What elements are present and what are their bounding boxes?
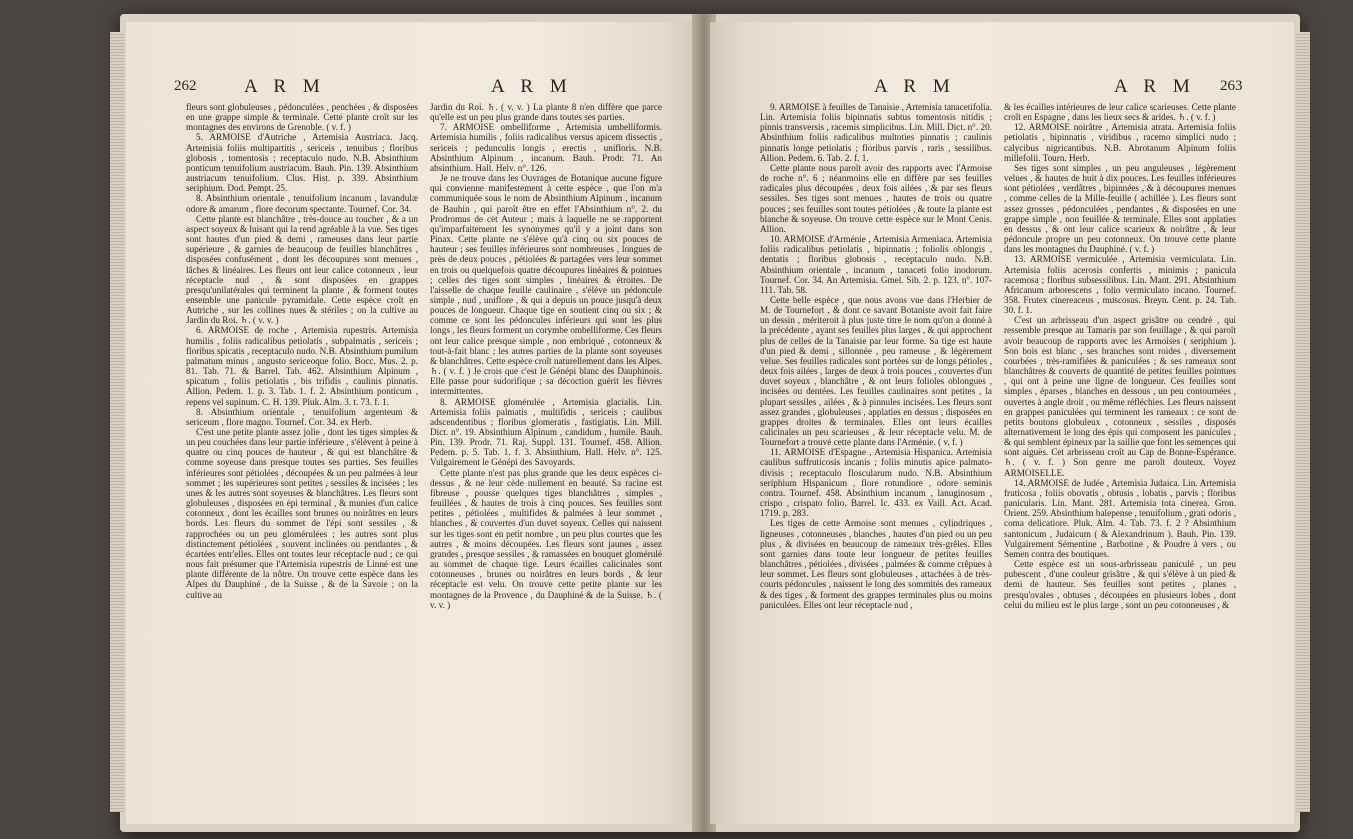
paragraph: fleurs sont globuleuses , pédonculées , penchées , & disposées en une grappe simple & terminale. Cette plante croît sur les montagnes des environs de Grenoble. ( v. f. ) — [186, 102, 418, 133]
left-page-column-2 — [430, 102, 662, 610]
paragraph: 13. ARMOISE vermiculée , Artemisia vermiculata. Lin. Artemisia foliis acerosis confertis , minimis ; panicula racemosa ; floribus subsessilibus. Lin. Mant. 291. Absinthium Africanum arborescens , folio vermiculato incano. Tournef. 358. Frutex cinereaceus , muscosus. Breyn. Cent. p. 24. Tab. 30. f. 1. — [1004, 254, 1236, 316]
paragraph: 8. Absinthium orientale , tenuifolium argenteum & sericeum , flore magno. Tournef. Cor. 34. ex Herb. — [186, 406, 418, 427]
right-page-column-2 — [1004, 102, 1236, 610]
paragraph: 14. ARMOISE de Judée , Artemisia Judaica. Lin. Artemisia fruticosa , foliis obovatis , obtusis , lobatis , parvis ; floribus panicularis. Lin. Mant. 281. Artemisia tota cinerea. Gron. Orient. 259. Absinthium balepense , tenuifolium , grati odoris , coma delicatiore. Pluk. Alm. 4. Tab. 73. f. 2 ? Absinthium santonicum , Judaicum ( & Alexandrinum ). Bauh. Pin. 139. Vulgairement Sémentine , Barbotine , & Poudre à vers , ou Semen contra des boutiques. — [1004, 477, 1236, 559]
paragraph: 8. ARMOISE glomérulée , Artemisia glacialis. Lin. Artemisia foliis palmatis , multifidis , sericeis ; caulibus adscendentibus ; floribus glomeratis , fastigiatis. Lin. Mill. Dict. n°. 19. Absinthium Alpinum , candidum , humile. Bauh. Pin. 139. Prodr. 71. Raj. Suppl. 131. Tournef. 458. Allion. Pedem. p. 5. Tab. 1. f. 3. Absinthium. Hall. Helv. n°. 125. Vulgairement le Génépi des Savoyards. — [430, 396, 662, 468]
paragraph: 8. Absinthium orientale , tenuifolium incanum , lavandulæ odore & amarum , flore decorum spectante. Tournef. Cor. 34. — [186, 193, 418, 214]
paragraph: Cette plante n'est pas plus grande que les deux espèces ci-dessus , & ne leur cède nullement en beauté. Sa racine est fibreuse , pousse quelques tiges blanchâtres , simples , feuillées , & hautes de trois à cinq pouces. Ses feuilles sont petites , pétiolées , multifides & palmées à leur sommet , blanches , & couvertes d'un duvet soyeux. Celles qui naissent sur les tiges sont en petit nombre , un peu plus courtes que les autres , & moins découpées. Les fleurs sont jaunes , assez grandes , presque sessiles , & ramassées en bouquet glomérulé au sommet de chaque tige. Leurs écailles calicinales sont cotonneuses , brunes ou noirâtres en leurs bords , & leur réceptacle est velu. On trouve cette petite plante sur les montagnes de la Provence , du Dauphiné & de la Suisse. ♄. ( v. v. ) — [430, 467, 662, 610]
paragraph: Cette belle espèce , que nous avons vue dans l'Herbier de M. de Tournefort , & dont ce savant Botaniste avoit fait faire un dessin , mériteroit à plus juste titre le nom qu'on a donné à la précédente , ayant ses feuilles plus larges , & qui approchent plus de celles de la Tanaisie par leur forme. Sa tige est haute d'un pied & demi , sillonnée , peu rameuse , & légèrement velue. Ses feuilles radicales sont portées sur de longs pétioles , deux fois ailées , larges de deux à trois pouces , couvertes d'un duvet soyeux , blanchâtre , & ont leurs folioles oblongues , incisées ou dentées. Les feuilles caulinaires sont petites , la plupart sessiles , ailées , & à pinnules incisées. Les fleurs sont assez grandes , globuleuses , applaties en dessus , disposées en grappes droites & terminales. Elles ont leurs écailles calicinales un peu scarieuses , & leur réceptacle velu. M. de Tournefort a trouvé cette plante dans l'Arménie. ( v. f. ) — [760, 294, 992, 448]
left-running-head-1: A R M — [244, 76, 326, 97]
left-page-number: 262 — [174, 78, 197, 94]
paragraph: C'est une petite plante assez jolie , dont les tiges simples & un peu couchées dans leur partie inférieure , s'élèvent à peine à quatre ou cinq pouces de hauteur , & qui est blanchâtre & comme soyeuse dans presque toutes ses parties. Ses feuilles inférieures sont pétiolées , découpées & un peu palmées à leur sommet ; les supérieures sont petites , sessiles & incisées ; les unes & les autres sont soyeuses & blanchâtres. Les fleurs sont globuleuses , disposées en épi terminal , & munies d'un calice cotonneux , dont les écailles sont brunes ou noirâtres en leurs bords. Les fleurs du sommet de l'épi sont sessiles , & rapprochées ou un peu glomérulées ; les autres sont plus distinctement pétiolées , souvent inclinées ou pendantes , & écartées entr'elles. Elles ont toutes leur réceptacle nud ; ce qui nous fait présumer que l'Artemisia rupestris de Linné est une plante différente de la nôtre. On trouve cette espèce dans les Alpes du Dauphiné , de la Suisse , & de la Savoie ; on la cultive au — [186, 427, 418, 600]
paragraph: 10. ARMOISE d'Arménie , Artemisia Armeniaca. Artemisia foliis radicalibus petiolatis , bipinnatis ; foliolis oblongis , dentatis ; floribus globosis , receptaculo nudo. N.B. Absinthium orientale , incanum , tanaceti folio inodorum. Tournef. Cor. 34. An Artemisia. Gmel. Sib. 2. p. 123. n°. 107-111. Tab. 58. — [760, 234, 992, 295]
paragraph: 11. ARMOISE d'Espagne , Artemisia Hispanica. Artemisia caulibus suffruticosis incanis ; foliis minutis apice palmato-divisis ; receptaculo floscularum nudo. N.B. Absinthium seriphium Hispanicum , flore rotundiore , odore seminis contra. Tournef. 458. Absinthium incanum , lanuginosum , crispo , crispato folio. Barrel. Ic. 433. ex Vaill. Act. Acad. 1719. p. 283. — [760, 447, 992, 519]
paragraph: Je ne trouve dans les Ouvrages de Botanique aucune figure qui convienne manifestement à cette espèce , que l'on m'a communiquée sous le nom de Absinthium Alpinum , incanum de Bauhin , qui paroît être en effet l'Absinthium n°. 2. du Prodromus de cet Auteur ; mais à laquelle ne se rapportent qu'imparfaitement les synonymes qu'il y a joint dans son Pinax. Cette plante ne s'élève qu'à cinq ou six pouces de hauteur ; ses feuilles inférieures sont nombreuses , longues de près de deux pouces , pétiolées & partagées vers leur sommet en trois ou quelquefois quatre découpures linéaires & pointues ; celles des tiges sont simples , linéaires & étroites. De l'aisselle de chaque feuille caulinaire , s'élève un pédoncule simple , nud , uniflore , & qui a depuis un pouce jusqu'à deux pouces de longueur. Chaque tige en soutient cinq ou six ; & comme ce sont les pédoncules inférieurs qui sont les plus longs , les fleurs forment un corymbe ombelliforme. Ces fleurs ont leur calice presque simple , non embriqué , cotonneux & tout-à-fait blanc ; les autres parties de la plante sont soyeuses & blanchâtres. Cette espèce croît naturellement dans les Alpes. ♄. ( v. f. ) Je crois que c'est le Génépi blanc des Dauphinois. Elle passe pour sudorifique ; sa décoction guérit les fièvres intermittentes. — [430, 173, 662, 397]
right-running-head-2: A R M — [1114, 76, 1196, 97]
paragraph: Jardin du Roi. ♄. ( v. v. ) La plante 8 n'en diffère que parce qu'elle est un peu plus grande dans toutes ses parties. — [430, 102, 662, 123]
paragraph: & les écailles intérieures de leur calice scarieuses. Cette plante croît en Espagne , dans les lieux secs & arides. ♄. ( v. f. ) — [1004, 102, 1236, 123]
paragraph: Cette espèce est un sous-arbrisseau paniculé , un peu pubescent , d'une couleur grisâtre , & qui s'élève à un pied & demi de hauteur. Ses feuilles sont petites , planes , presqu'ovales , obtuses , découpées en plusieurs lobes , dont celui du milieu est le plus large , sont un peu cotonneuses , & — [1004, 559, 1236, 610]
paragraph: 7. ARMOISE ombelliforme , Artemisia umbelliformis. Artemisia humilis , foliis radicalibus versus apicem dissectis , sericeis ; pedunculis longis , erectis , unifloris. N.B. Absinthium Alpinum , incanum. Bauh. Prodr. 71. An absinthium. Hall. Helv. n°. 126. — [430, 122, 662, 173]
page-edges-right — [1296, 32, 1310, 812]
paragraph: Cette plante nous paroît avoir des rapports avec l'Armoise de roche n°. 6 ; néanmoins elle en diffère par ses feuilles radicales plus découpées , deux fois ailées , & par ses fleurs sessiles. Ses tiges sont menues , hautes de trois ou quatre pouces ; ses feuilles sont toutes pétiolées , & toute la plante est blanche & soyeuse. On trouve cette espèce sur le Mont Cenis. Allion. — [760, 162, 992, 234]
paragraph: Ses tiges sont simples , un peu anguleuses , légèrement velues , & hautes de huit à dix pouces. Les feuilles inférieures sont pétiolées , verdâtres , bipinnées , & à découpures menues , comme celles de la Mille-feuille ( achillée ). Les fleurs sont assez grosses , pédonculées , pendantes , & disposées en une grappe simple , non feuillée & terminale. Elles sont applaties en dessus , & ont leur calice scarieux & noirâtre , & leur pédoncule propre un peu cotonneux. On trouve cette plante dans les montagnes du Dauphiné. ( v. f. ) — [1004, 162, 1236, 255]
paragraph: 9. ARMOISE à feuilles de Tanaisie , Artemisia tanacetifolia. Lin. Artemisia foliis bipinnatis subtus tomentosis nitidis ; pinnis transversis , racemis simplicibus. Lin. Mill. Dict. n°. 20. Absinthium foliis radicalibus multoties pinnatis ; caulinis pinnatis longe petiolatis ; floribus parvis , raris , sessilibus. Allion. Pedem. 6. Tab. 2. f. 1. — [760, 102, 992, 163]
right-page-number: 263 — [1220, 78, 1243, 94]
right-page — [710, 22, 1294, 824]
paragraph: 5. ARMOISE d'Autriche , Artemisia Austriaca. Jacq. Artemisia foliis multipartitis , sericeis , tenuibus ; floribus globosis , tomentosis ; receptaculo nudo. N.B. Absinthium ponticum tenuifolium austriacum. Bauh. Pin. 139. Absinthium austriacum tenuifolium. Clus. Hist. p. 339. Absinthium seriphium. Dod. Pempt. 25. — [186, 132, 418, 194]
paragraph: Cette plante est blanchâtre , très-douce au toucher , & a un aspect soyeux & luisant qui la rend agréable à la vue. Ses tiges sont hautes d'un pied & demi , rameuses dans leur partie supérieure , & garnies de beaucoup de feuilles blanchâtres , disposées confusément , dont les découpures sont menues , lâches & linéaires. Les fleurs ont leur calice cotonneux , leur réceptacle nud , & sont disposées en grappes presqu'unilatérales qui terminent la plante , & forment toutes ensemble une panicule pyramidale. Cette espèce croît en Autriche , sur les collines nues & stériles ; on la cultive au Jardin du Roi. ♄. ( v. v. ) — [186, 213, 418, 326]
right-page-header — [750, 78, 1254, 100]
right-running-head-1: A R M — [874, 76, 956, 97]
right-page-column-1 — [760, 102, 992, 610]
paragraph: C'est un arbrisseau d'un aspect grisâtre ou cendré , qui ressemble presque au Tamaris par son feuillage , & qui paroît avoir beaucoup de rapports avec les Armoises ( seriphium ). Son bois est blanc , ses branches sont roides , diversement courbées , très-ramifiées & paniculées ; & ses rameaux sont blanchâtres & couverts de quantité de petites feuilles pointues , qui ont à peine une ligne de longueur. Ces feuilles sont simples , éparses , blanches en dessous , un peu contournées , ouvertes à angle droit , ou même réfléchies. Les fleurs naissent en grappes paniculées qui terminent les rameaux : ce sont de petits boutons globuleux , cotonneux , sessiles , disposés alternativement le long des épis qui composent les panicules , & qui semblent épineux par la saillie que font les semences qui sont aiguës. Cet arbrisseau croît au Cap de Bonne-Espérance. ♄. ( v. f. ) Son genre me paroît douteux. Voyez ARMOISELLE. — [1004, 315, 1236, 478]
page-edges-left — [110, 32, 124, 812]
paragraph: 12. ARMOISE noirâtre , Artemisia atrata. Artemisia foliis petiolatis , bipinnatis , viridibus , racemo simplici nudo ; calycibus nigricantibus. N.B. Abrotanum Alpinum foliis millefolii. Tourn. Herb. — [1004, 122, 1236, 163]
left-page-column-1 — [186, 102, 418, 600]
paragraph: Les tiges de cette Armoise sont menues , cylindriques , ligneuses , cotonneuses , blanches , hautes d'un pied ou un peu plus , & divisées en beaucoup de rameaux très-grêles. Elles sont garnies dans toute leur longueur de petites feuilles blanchâtres , pétiolées , divisées , palmées & comme crêpues à leur sommet. Les fleurs sont globuleuses , attachées à de très-courts pédoncules , naissent le long des sommités des rameaux & des tiges , & forment des grappes terminales plus ou moins paniculées. Elles ont leur réceptacle nud , — [760, 518, 992, 610]
paragraph: 6. ARMOISE de roche , Artemisia rupestris. Artemisia humilis , foliis radicalibus petiolatis , subpalmatis , sericeis ; floribus spicatis , receptaculo nudo. N.B. Absinthium pumilum palmatum minus , angusto sericeoque folio. Bocc. Mus. 2. p. 81. Tab. 71. & Barrel. Tab. 462. Absinthium Alpinum , spicatum , foliis petiolatis , bis trifidis , caulinis pinnatis. Allion. Pedem. 1. p. 3. Tab. 1. f. 2. Absinthium ponticum , repens vel supinum. C. H. 139. Pluk. Alm. 3. t. 73. f. 1. — [186, 325, 418, 407]
left-running-head-2: A R M — [491, 76, 573, 97]
left-page — [126, 22, 698, 824]
left-page-header — [166, 78, 658, 100]
open-book — [120, 14, 1300, 832]
